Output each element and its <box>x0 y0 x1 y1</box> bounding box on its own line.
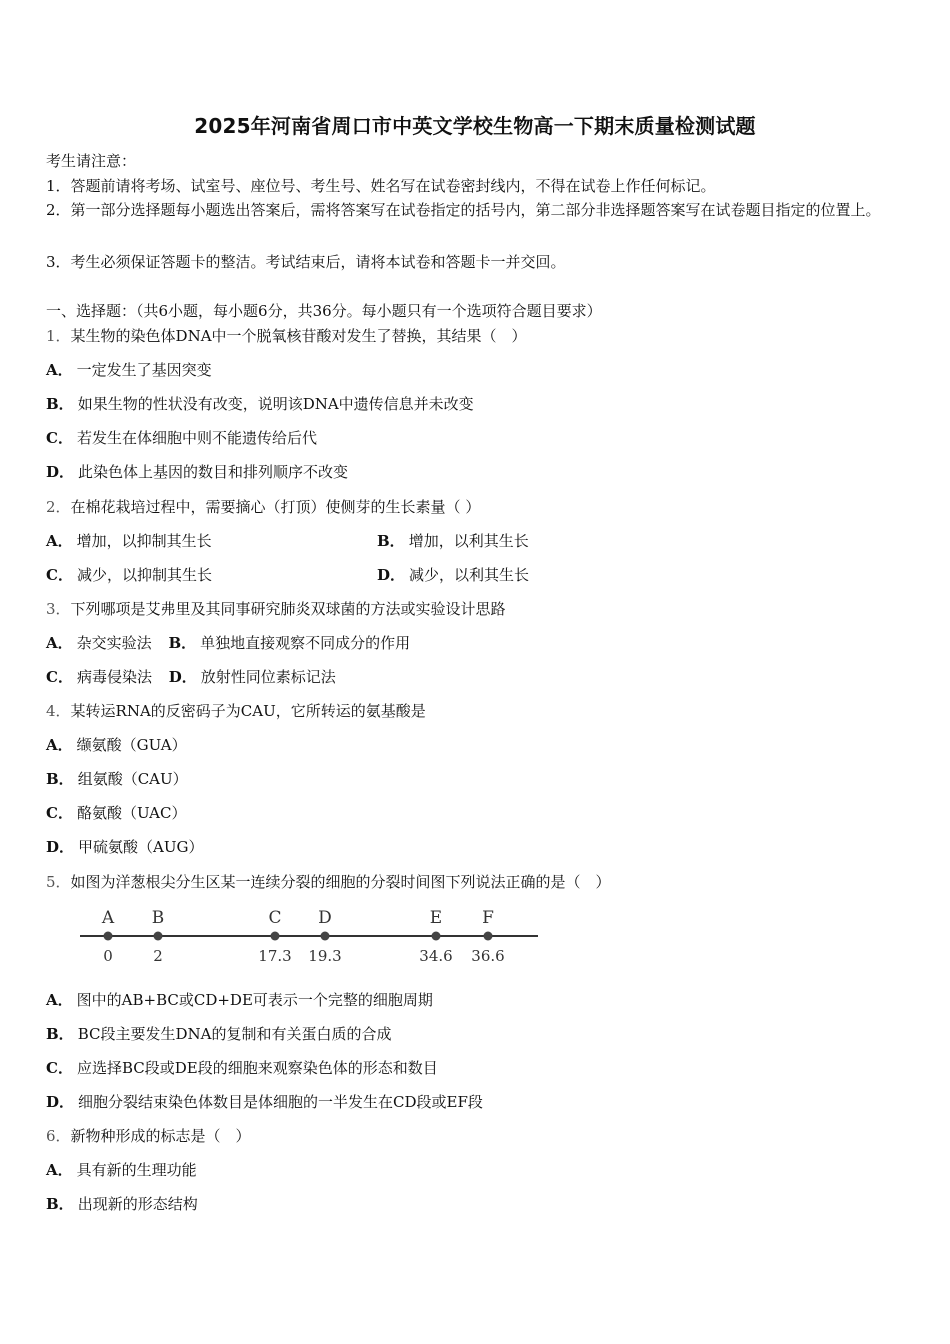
option-text: 一定发生了基因突变 <box>76 361 212 379</box>
question-number: 5． <box>46 873 71 891</box>
question-6 <box>46 1126 251 1146</box>
question-text: 某生物的染色体DNA中一个脱氧核苷酸对发生了替换，其结果（ ） <box>70 327 527 345</box>
option-text: 图中的AB+BC或CD+DE可表示一个完整的细胞周期 <box>76 991 433 1009</box>
option-label: A． <box>46 634 73 652</box>
option-label: A． <box>46 361 73 379</box>
option-label: B． <box>46 1025 74 1043</box>
option-text: BC段主要发生DNA的复制和有关蛋白质的合成 <box>77 1025 392 1043</box>
notice-item: 1．答题前请将考场、试室号、座位号、考生号、姓名写在试卷密封线内，不得在试卷上作任何标记。 <box>46 177 716 195</box>
option-label: A． <box>46 1161 73 1179</box>
option-label: B． <box>168 634 197 652</box>
timeline-point-label: E <box>429 908 443 928</box>
option-label: C． <box>46 429 73 447</box>
timeline-point-value: 36.6 <box>471 947 505 965</box>
cell-cycle-timeline-figure <box>78 905 548 970</box>
notice-item: 3．考生必须保证答题卡的整洁。考试结束后，请将本试卷和答题卡一并交回。 <box>46 253 566 271</box>
option <box>46 1092 483 1112</box>
option-row <box>46 633 410 653</box>
option <box>46 1024 391 1044</box>
option-text: 甲硫氨酸（AUG） <box>78 838 204 856</box>
option-text: 出现新的形态结构 <box>77 1195 198 1213</box>
option-text: 缬氨酸（GUA） <box>76 736 187 754</box>
question-number: 6． <box>46 1127 71 1145</box>
timeline-point-label: C <box>268 908 282 928</box>
option-row <box>46 667 336 687</box>
question-text: 新物种形成的标志是（ ） <box>70 1127 251 1145</box>
option-text: 杂交实验法 <box>76 634 152 652</box>
option-text: 应选择BC段或DE段的细胞来观察染色体的形态和数目 <box>76 1059 438 1077</box>
option-label: C． <box>46 566 73 584</box>
option-label: A． <box>46 991 73 1009</box>
option <box>46 394 474 414</box>
question-number: 1． <box>46 327 71 345</box>
timeline-point-value: 0 <box>103 947 113 965</box>
option-text: 减少，以抑制其生长 <box>76 566 212 584</box>
option-text: 增加，以利其生长 <box>408 532 529 550</box>
option-label: C． <box>46 804 73 822</box>
option-text: 如果生物的性状没有改变，说明该DNA中遗传信息并未改变 <box>77 395 474 413</box>
option-text: 减少，以利其生长 <box>409 566 530 584</box>
question-text: 某转运RNA的反密码子为CAU，它所转运的氨基酸是 <box>70 702 426 720</box>
option <box>46 803 186 823</box>
option <box>377 531 529 551</box>
option-text: 病毒侵染法 <box>76 668 152 686</box>
timeline-point-label: A <box>101 908 115 928</box>
option-label: D． <box>46 463 75 481</box>
timeline-point-dot <box>104 932 113 941</box>
option-label: B． <box>377 532 405 550</box>
timeline-point-value: 2 <box>153 947 163 965</box>
timeline-point-dot <box>484 932 493 941</box>
option-label: C． <box>46 1059 73 1077</box>
question-2 <box>46 497 480 517</box>
question-text: 如图为洋葱根尖分生区某一连续分裂的细胞的分裂时间图下列说法正确的是（ ） <box>70 873 611 891</box>
timeline-point-label: D <box>318 908 332 928</box>
option-text: 酪氨酸（UAC） <box>76 804 187 822</box>
option <box>46 837 203 857</box>
option-label: D． <box>168 668 197 686</box>
timeline-point-label: B <box>151 908 165 928</box>
option <box>46 360 212 380</box>
option <box>46 1160 197 1180</box>
timeline-point-dot <box>271 932 280 941</box>
notice-item: 2．第一部分选择题每小题选出答案后，需将答案写在试卷指定的括号内，第二部分非选择题答案写在试卷题目指定的位置上。 <box>46 201 881 219</box>
option-label: D． <box>377 566 406 584</box>
option-label: B． <box>46 770 74 788</box>
option-text: 具有新的生理功能 <box>76 1161 197 1179</box>
option-text: 此染色体上基因的数目和排列顺序不改变 <box>78 463 349 481</box>
option-label: D． <box>46 1093 75 1111</box>
question-1 <box>46 326 527 346</box>
option-text: 增加，以抑制其生长 <box>76 532 212 550</box>
timeline-point-value: 17.3 <box>258 947 292 965</box>
question-number: 4． <box>46 702 71 720</box>
option <box>46 565 212 585</box>
question-number: 3． <box>46 600 71 618</box>
option-label: B． <box>46 395 74 413</box>
option <box>46 735 187 755</box>
question-text: 在棉花栽培过程中，需要摘心（打顶）使侧芽的生长素量（ ） <box>70 498 481 516</box>
timeline-point-label: F <box>482 908 494 928</box>
option-label: B． <box>46 1195 74 1213</box>
question-text: 下列哪项是艾弗里及其同事研究肺炎双球菌的方法或实验设计思路 <box>70 600 506 618</box>
timeline-point-dot <box>321 932 330 941</box>
question-number: 2． <box>46 498 71 516</box>
timeline-point-dot <box>432 932 441 941</box>
page-title: 2025年河南省周口市中英文学校生物高一下期末质量检测试题 <box>194 114 756 138</box>
option-text: 组氨酸（CAU） <box>77 770 188 788</box>
timeline-point-value: 34.6 <box>419 947 453 965</box>
option <box>46 428 317 448</box>
option <box>46 1194 198 1214</box>
timeline-point-dot <box>154 932 163 941</box>
option-label: A． <box>46 532 73 550</box>
option-text: 若发生在体细胞中则不能遗传给后代 <box>76 429 317 447</box>
option <box>46 769 188 789</box>
option <box>377 565 529 585</box>
option-text: 细胞分裂结束染色体数目是体细胞的一半发生在CD段或EF段 <box>78 1093 483 1111</box>
option-text: 放射性同位素标记法 <box>200 668 336 686</box>
option <box>46 531 212 551</box>
option <box>46 990 433 1010</box>
question-4 <box>46 701 426 721</box>
section-heading: 一、选择题：（共6小题，每小题6分，共36分。每小题只有一个选项符合题目要求） <box>46 302 602 320</box>
option <box>46 1058 438 1078</box>
question-5 <box>46 872 611 892</box>
question-3 <box>46 599 506 619</box>
notice-heading: 考生请注意： <box>46 152 137 170</box>
option-label: D． <box>46 838 75 856</box>
timeline-point-value: 19.3 <box>308 947 342 965</box>
option-text: 单独地直接观察不同成分的作用 <box>200 634 411 652</box>
option-label: A． <box>46 736 73 754</box>
option <box>46 462 348 482</box>
option-label: C． <box>46 668 73 686</box>
